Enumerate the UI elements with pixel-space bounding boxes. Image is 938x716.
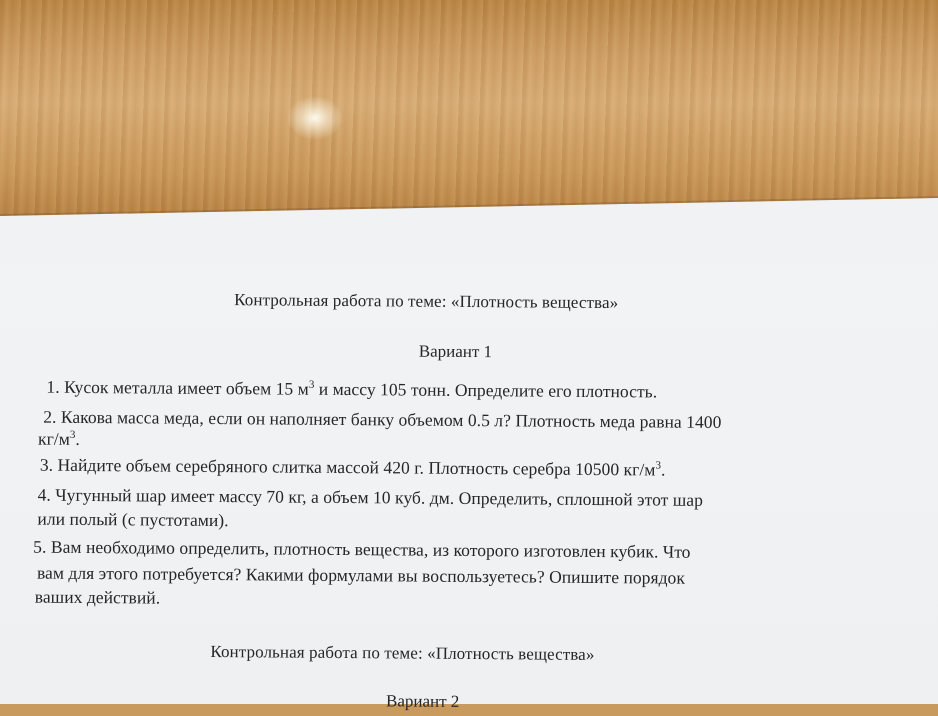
task-2-number: 2.	[43, 406, 57, 427]
task-3-superscript: 3	[655, 459, 662, 472]
task-2-text: Какова масса меда, если он наполняет банку объемом 0.5 л? Плотность меда равна 1400	[60, 406, 722, 432]
task-2-unit-end: .	[75, 428, 80, 449]
task-4	[38, 485, 704, 511]
task-5-continuation-2: ваших действий.	[34, 586, 161, 608]
task-2-continuation	[38, 429, 80, 450]
variant-2-label: Вариант 2	[385, 691, 460, 711]
task-4-continuation: или полый (с пустотами).	[37, 508, 229, 531]
task-5-continuation-1: вам для этого потребуется? Какими формулами вы воспользуетесь? Опишите порядок	[36, 562, 686, 588]
task-2-unit: кг/м	[37, 428, 70, 449]
variant-label: Вариант 1	[418, 341, 493, 362]
task-1	[46, 377, 657, 403]
task-4-number: 4.	[37, 484, 51, 505]
task-1-superscript: 3	[308, 378, 315, 391]
task-3-text: Найдите объем серебряного слитка массой 420 г. Плотность серебра 10500 кг/м	[57, 454, 656, 480]
task-2-superscript: 3	[69, 428, 76, 441]
task-1-text: Кусок металла имеет объем 15 м	[64, 376, 309, 399]
task-1-text-end: и массу 105 тонн. Определите его плотность.	[314, 378, 658, 402]
task-5-number: 5.	[33, 536, 47, 557]
task-3	[40, 455, 666, 481]
task-4-text: Чугунный шар имеет массу 70 кг, а объем 10 куб. дм. Определить, сплошной этот шар	[55, 484, 704, 510]
task-3-number: 3.	[39, 454, 54, 475]
task-3-text-end: .	[660, 459, 666, 480]
task-5	[33, 537, 690, 563]
task-1-number: 1.	[46, 376, 60, 397]
task-2	[43, 407, 721, 433]
task-5-text: Вам необходимо определить, плотность вещества, из которого изготовлен кубик. Что	[50, 536, 691, 562]
worksheet-title: Контрольная работа по теме: «Плотность вещества»	[234, 290, 619, 313]
worksheet-title-2: Контрольная работа по теме: «Плотность вещества»	[210, 641, 595, 664]
